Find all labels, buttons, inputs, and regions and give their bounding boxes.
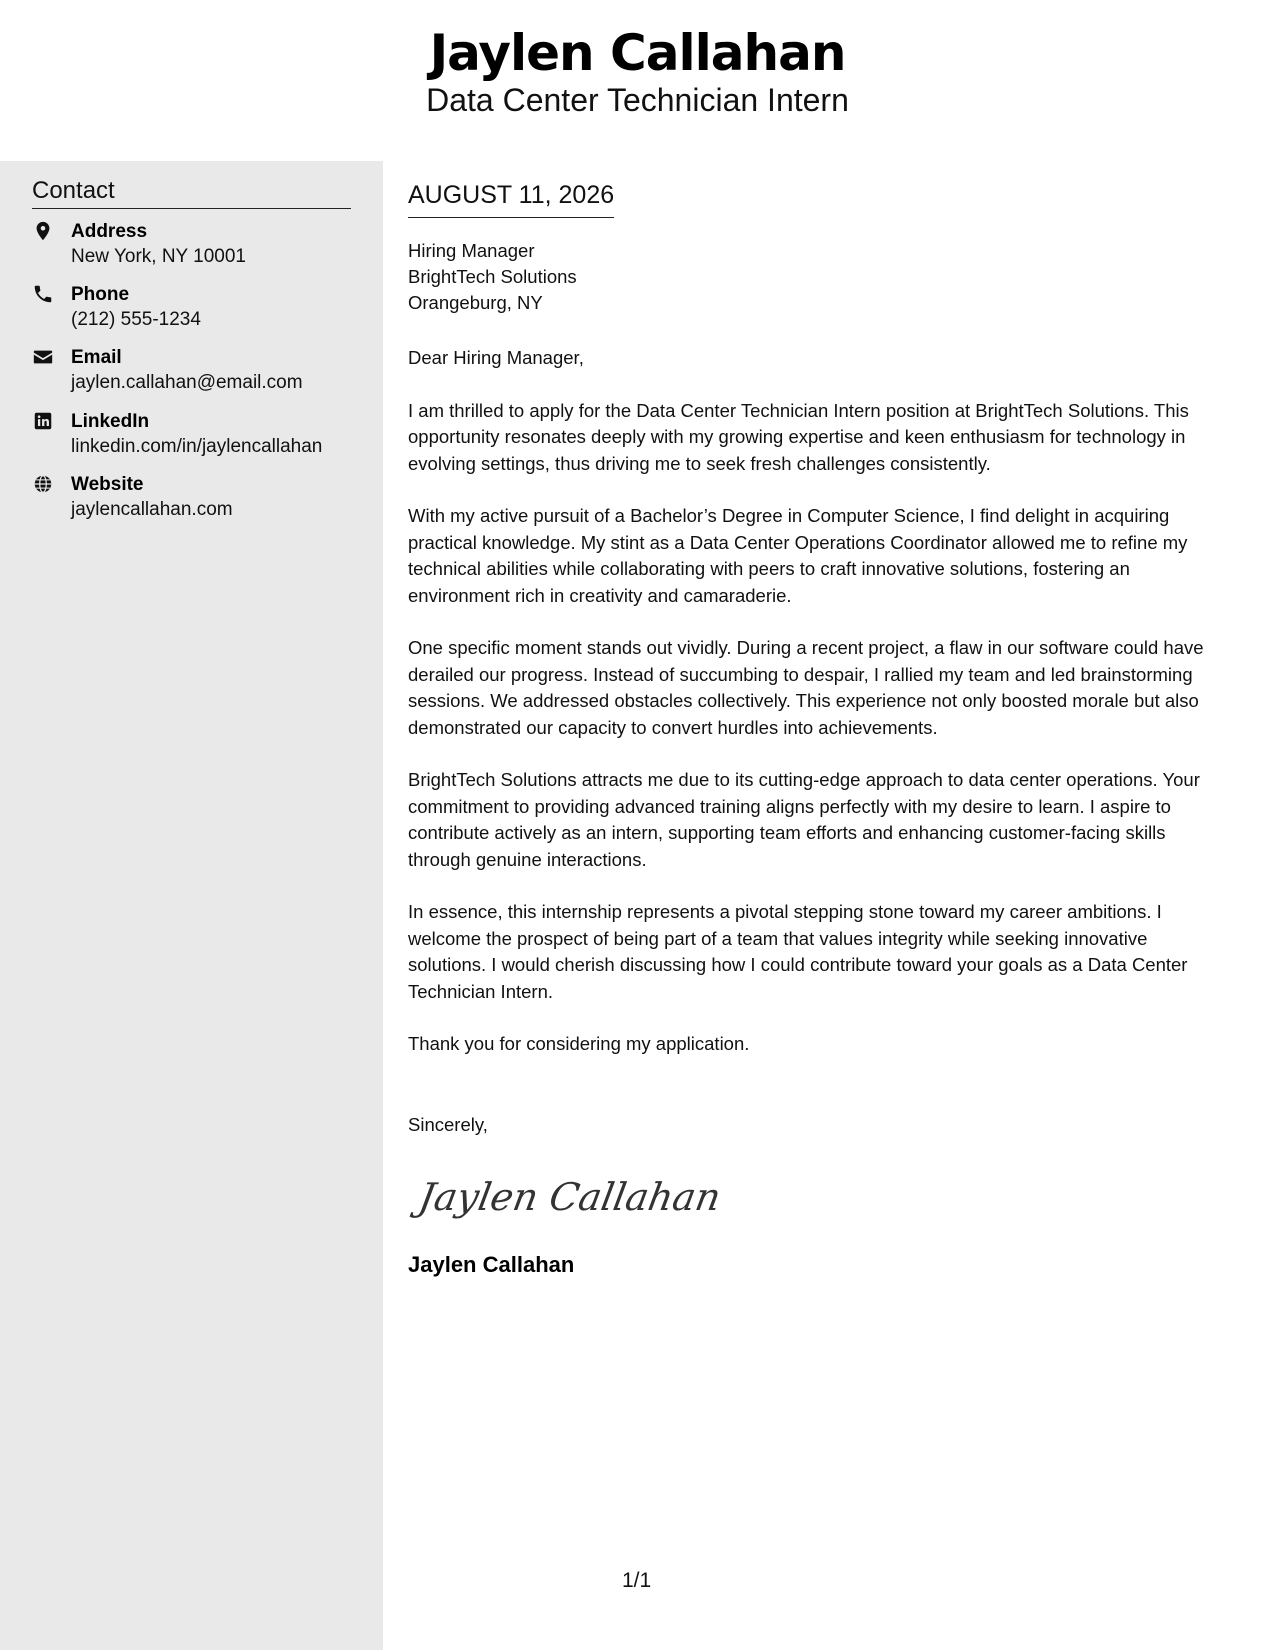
- signed-name: Jaylen Callahan: [408, 1252, 575, 1277]
- recipient-name: Hiring Manager: [408, 240, 535, 261]
- contact-address-label: Address: [71, 221, 148, 242]
- closing: Sincerely,: [408, 1114, 488, 1135]
- letter-date: AUGUST 11, 2026: [408, 179, 614, 218]
- recipient-company: BrightTech Solutions: [408, 266, 577, 287]
- letter-paragraph: Thank you for considering my application.: [408, 1033, 750, 1054]
- letter-body: [408, 345, 1223, 1084]
- phone-icon: [32, 283, 54, 305]
- letter-paragraph: BrightTech Solutions attracts me due to its cutting-edge approach to data center operations. Your commitment to providing advanced training aligns perfectly with my desire to learn. I aspire to contribute actively as an intern, supporting team efforts and enhancing customer-facing skills through genuine interactions.: [408, 769, 1200, 870]
- contact-linkedin: [32, 410, 372, 464]
- contact-email-label: Email: [71, 347, 122, 368]
- contact-phone: [32, 283, 372, 337]
- location-pin-icon: [32, 220, 54, 242]
- contact-linkedin-label: LinkedIn: [71, 411, 150, 432]
- letter-paragraph: With my active pursuit of a Bachelor’s Degree in Computer Science, I find delight in acquiring practical knowledge. My stint as a Data Center Operations Coordinator allowed me to refine my technical abilities while collaborating with peers to craft innovative solutions, fostering an environment rich in creativity and camaraderie.: [408, 505, 1188, 606]
- globe-icon: [32, 473, 54, 495]
- handwritten-signature: [412, 1160, 725, 1230]
- applicant-role: Data Center Technician Intern: [426, 82, 849, 118]
- page-number: 1/1: [622, 1569, 652, 1592]
- contact-email-value: jaylen.callahan@email.com: [71, 372, 303, 393]
- contact-linkedin-value: linkedin.com/in/jaylencallahan: [71, 436, 323, 457]
- recipient-block: [408, 238, 577, 316]
- contact-phone-label: Phone: [71, 284, 130, 305]
- svg-text:Jaylen Callahan: Jaylen Callahan: [415, 1175, 725, 1220]
- page-header: [0, 0, 1275, 160]
- contact-heading: Contact: [32, 176, 351, 209]
- envelope-icon: [32, 346, 54, 368]
- letter-paragraph: I am thrilled to apply for the Data Center Technician Intern position at BrightTech Solutions. This opportunity resonates deeply with my growing expertise and keen enthusiasm for technology in evolving settings, thus driving me to seek fresh challenges consistently.: [408, 399, 1189, 474]
- contact-address: [32, 220, 372, 274]
- linkedin-icon: [32, 410, 54, 432]
- applicant-name: Jaylen Callahan: [429, 24, 846, 82]
- letter-paragraph: In essence, this internship represents a pivotal stepping stone toward my career ambitions. I welcome the prospect of being part of a team that values integrity while seeking innovative solutions. I would cherish discussing how I could contribute toward your goals as a Data Center Technician Intern.: [408, 901, 1188, 1002]
- contact-email: [32, 346, 372, 400]
- contact-phone-value: (212) 555-1234: [71, 309, 201, 330]
- salutation: Dear Hiring Manager,: [408, 347, 584, 368]
- contact-website-value: jaylencallahan.com: [71, 499, 233, 520]
- contact-website-label: Website: [71, 474, 144, 495]
- recipient-location: Orangeburg, NY: [408, 292, 543, 313]
- contact-address-value: New York, NY 10001: [71, 246, 246, 267]
- letter-paragraph: One specific moment stands out vividly. During a recent project, a flaw in our software could have derailed our progress. Instead of succumbing to despair, I rallied my team and led brainstorming sessions. We addressed obstacles collectively. This experience not only boosted morale but also demonstrated our capacity to convert hurdles into achievements.: [408, 637, 1204, 738]
- contact-website: [32, 473, 372, 527]
